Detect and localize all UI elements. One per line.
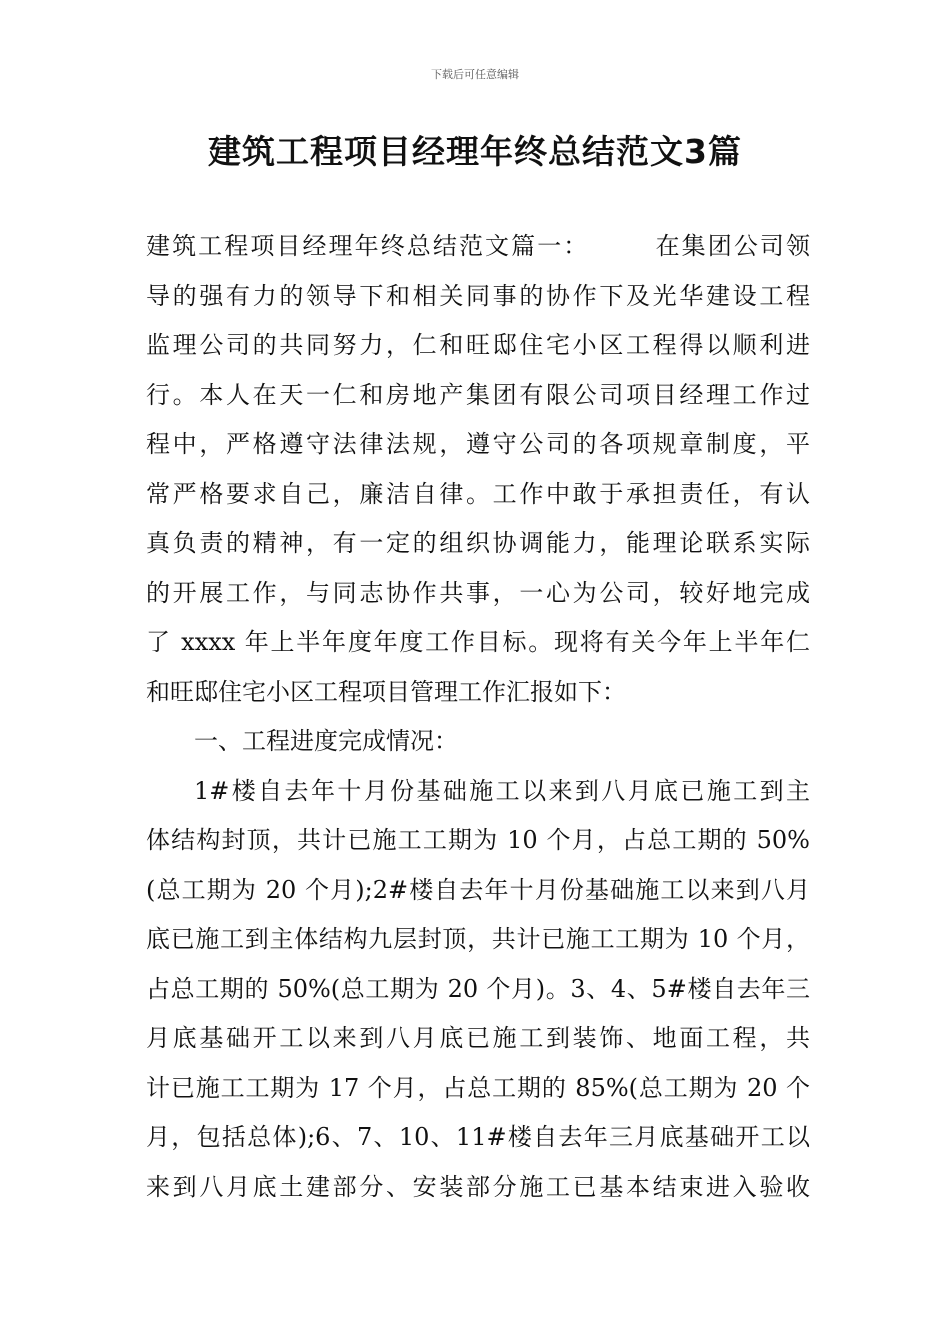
body-line: 程中，严格遵守法律法规，遵守公司的各项规章制度，平 [146, 430, 810, 458]
body-line: 体结构封顶，共计已施工工期为 10 个月，占总工期的 50% [146, 826, 810, 854]
document-title: 建筑工程项目经理年终总结范文3篇 [208, 132, 742, 171]
body-line: 底已施工到主体结构九层封顶，共计已施工工期为 10 个月， [146, 925, 810, 953]
body-line: 真负责的精神，有一定的组织协调能力，能理论联系实际 [146, 529, 810, 557]
body-line: 建筑工程项目经理年终总结范文篇一： 在集团公司领 [146, 232, 810, 260]
body-line: 导的强有力的领导下和相关同事的协作下及光华建设工程 [146, 281, 810, 310]
body-line: 行。本人在天一仁和房地产集团有限公司项目经理工作过 [146, 380, 810, 409]
body-line: 月，包括总体);6、7、10、11#楼自去年三月底基础开工以 [146, 1123, 810, 1151]
body-line: 常严格要求自己，廉洁自律。工作中敢于承担责任，有认 [146, 479, 810, 508]
body-line: 了 xxxx 年上半年度年度工作目标。现将有关今年上半年仁 [146, 628, 810, 656]
header-note: 下载后可任意编辑 [431, 68, 519, 81]
body-line: 的开展工作，与同志协作共事，一心为公司，较好地完成 [146, 578, 810, 607]
body-text [146, 222, 810, 1212]
body-line: 计已施工工期为 17 个月，占总工期的 85%(总工期为 20 个 [146, 1073, 810, 1102]
body-line: 月底基础开工以来到八月底已施工到装饰、地面工程，共 [146, 1024, 810, 1052]
body-line: 1#楼自去年十月份基础施工以来到八月底已施工到主 [194, 776, 810, 805]
body-line: 一、工程进度完成情况： [194, 727, 458, 755]
body-line: 占总工期的 50%(总工期为 20 个月)。3、4、5#楼自去年三 [146, 974, 810, 1003]
body-line: 监理公司的共同努力，仁和旺邸住宅小区工程得以顺利进 [146, 331, 810, 359]
body-line: 来到八月底土建部分、安装部分施工已基本结束进入验收 [146, 1172, 810, 1201]
body-line: (总工期为 20 个月);2#楼自去年十月份基础施工以来到八月 [146, 875, 810, 904]
body-line: 和旺邸住宅小区工程项目管理工作汇报如下： [146, 677, 626, 706]
